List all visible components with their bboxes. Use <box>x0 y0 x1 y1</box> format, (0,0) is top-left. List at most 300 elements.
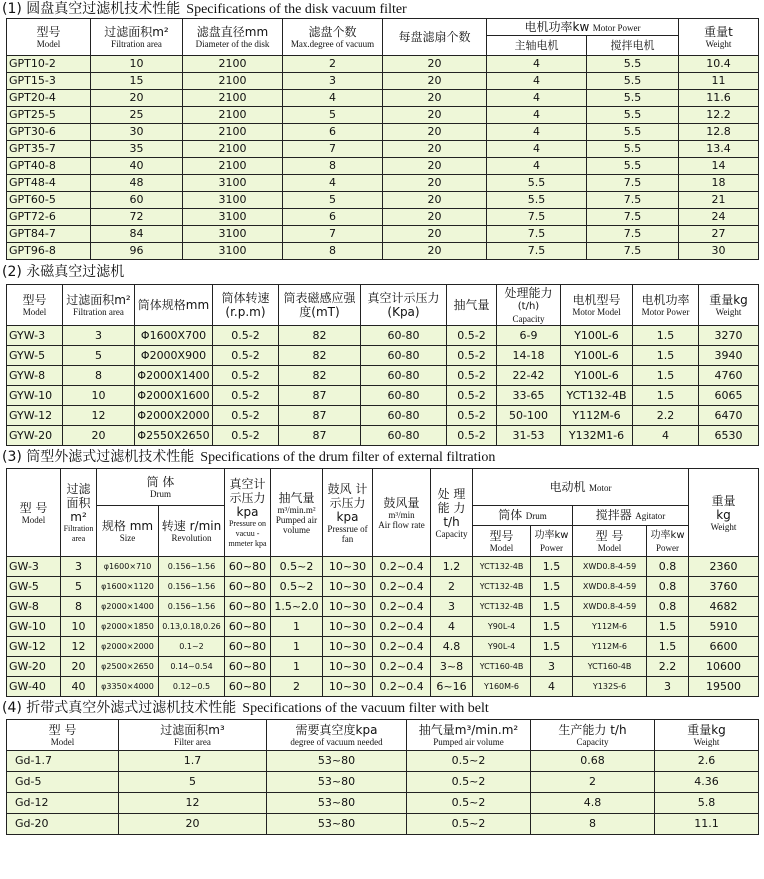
table-cell: GYW-8 <box>7 366 63 386</box>
drum-filter-rows <box>7 557 759 697</box>
table-row <box>7 141 759 158</box>
table-cell: YCT160-4B <box>573 657 647 677</box>
table-cell: GPT20-4 <box>7 90 91 107</box>
table-cell: Y90L-4 <box>473 637 531 657</box>
table-cell: GPT10-2 <box>7 56 91 73</box>
table-cell: 0.68 <box>531 751 655 772</box>
table-row <box>7 107 759 124</box>
table-cell: 4 <box>431 617 473 637</box>
table-cell: 0.14~0.54 <box>159 657 225 677</box>
table-cell: 11.1 <box>655 814 759 835</box>
table-row <box>7 677 759 697</box>
table-cell: YCT132-4B <box>473 577 531 597</box>
table-cell: 5.5 <box>587 56 679 73</box>
section-4-title: (4) 折带式真空外滤式过滤机技术性能 Specifications of the vacuum filter with belt <box>2 700 489 716</box>
table-cell: 50-100 <box>497 406 561 426</box>
table-cell: 5.8 <box>655 793 759 814</box>
table-cell: 20 <box>383 175 487 192</box>
table-cell: 0.5-2 <box>213 426 279 446</box>
table-cell: 20 <box>383 158 487 175</box>
table-cell: GW-10 <box>7 617 61 637</box>
table-cell: GW-20 <box>7 657 61 677</box>
table-row <box>7 386 759 406</box>
table-row <box>7 814 759 835</box>
table-cell: 53~80 <box>267 793 407 814</box>
table-cell: 6-9 <box>497 326 561 346</box>
table-cell: 4 <box>487 56 587 73</box>
table-cell: 10~30 <box>323 617 373 637</box>
table-cell: 5.5 <box>587 90 679 107</box>
table-cell: φ3350×4000 <box>97 677 159 697</box>
table-cell: 10 <box>91 56 183 73</box>
table-cell: Φ2000X2000 <box>135 406 213 426</box>
table-cell: 4 <box>487 158 587 175</box>
table-cell: 22-42 <box>497 366 561 386</box>
table-cell: YCT132-4B <box>473 557 531 577</box>
table-cell: 14 <box>679 158 759 175</box>
header-row: 型 号 Model 过滤 面积 m² Filtration area 筒 体 Drum 真空计 示压力 kpa Pressure on vacuu -mmeter kpa 抽气量 m³/min.m² Pumped air volume 鼓风 计 示压力 kpa Pressrue of fan 鼓风量 m³/min Air flow rate 处 理 能 力 t/h Capacity 电动机 Motor 重量 kg Weight <box>7 469 759 506</box>
table-cell: 19500 <box>689 677 759 697</box>
table-cell: 1 <box>271 637 323 657</box>
table-cell: Φ1600X700 <box>135 326 213 346</box>
table-cell: 40 <box>61 677 97 697</box>
table-cell: GPT96-8 <box>7 243 91 260</box>
table-cell: XWD0.8-4-59 <box>573 577 647 597</box>
table-cell: 4 <box>633 426 699 446</box>
table-cell: 60~80 <box>225 597 271 617</box>
drum-filter-table: 型 号 Model 过滤 面积 m² Filtration area 筒 体 Drum 真空计 示压力 kpa Pressure on vacuu -mmeter kpa 抽气量 m³/min.m² Pumped air volume 鼓风 计 示压力 kpa Pressrue of fan 鼓风量 m³/min Air flow rate 处 理 能 力 t/h Capacity 电动机 Motor 重量 kg Weight 规格 mm Size 转速 r/min Revolution 筒体 Drum 搅拌器 Agitator 型号 Model 功率kw Power 型 号 Model 功率kw Power GW-3 3 φ1600×710 0.156~1.56 60~80 0.5~2 10~30 0.2~0.4 1.2 YCT132-4B 1.5 XWD0.8-4-59 0.8 2360 GW-5 5 φ1600×1120 0.156~1.56 60~80 0.5~2 10~30 0.2~0.4 2 YCT132-4B 1.5 XWD0.8-4-59 0.8 3760 GW-8 8 φ2000×1400 0.156~1.56 60~80 1.5~2.0 10~30 0.2~0.4 3 YCT132-4B 1.5 XWD0.8-4-59 0.8 4682 GW-10 10 φ2000×1850 0.13,0.18,0.26 60~80 1 10~30 0.2~0.4 4 Y90L-4 1.5 Y112M-6 1.5 5910 GW-12 12 φ2000×2000 0.1~2 60~80 1 10~30 0.2~0.4 4.8 Y90L-4 1.5 Y112M-6 1.5 6600 GW-20 20 φ2500×2650 0.14~0.54 60~80 1 10~30 0.2~0.4 3~8 YCT160-4B 3 YCT160-4B 2.2 10600 GW-40 40 φ3350×4000 0.12~0.5 60~80 2 10~30 0.2~0.4 6~16 Y160M-6 4 Y132S-6 3 19500 <box>6 468 759 697</box>
table-cell: Φ2000X900 <box>135 346 213 366</box>
table-cell: 20 <box>61 657 97 677</box>
table-cell: 5.5 <box>587 107 679 124</box>
table-cell: 4.8 <box>531 793 655 814</box>
table-row <box>7 617 759 637</box>
table-cell: 12.8 <box>679 124 759 141</box>
table-cell: 2 <box>283 56 383 73</box>
table-cell: Y112M-6 <box>573 617 647 637</box>
table-row <box>7 426 759 446</box>
table-cell: 0.5-2 <box>447 346 497 366</box>
table-cell: 3 <box>283 73 383 90</box>
table-cell: 87 <box>279 386 361 406</box>
table-cell: 18 <box>679 175 759 192</box>
table-cell: 6470 <box>699 406 759 426</box>
table-cell: 0.5-2 <box>447 426 497 446</box>
table-cell: GYW-12 <box>7 406 63 426</box>
table-cell: φ2000×1400 <box>97 597 159 617</box>
table-cell: 82 <box>279 366 361 386</box>
table-cell: 7.5 <box>487 243 587 260</box>
table-cell: 60-80 <box>361 406 447 426</box>
table-cell: 20 <box>383 192 487 209</box>
table-cell: 60~80 <box>225 677 271 697</box>
table-row <box>7 158 759 175</box>
table-cell: 10~30 <box>323 637 373 657</box>
table-cell: 1.5 <box>633 326 699 346</box>
table-cell: 20 <box>383 56 487 73</box>
table-cell: 0.2~0.4 <box>373 597 431 617</box>
magnetic-filter-table <box>6 284 759 446</box>
table-cell: Y160M-6 <box>473 677 531 697</box>
table-cell: 8 <box>61 597 97 617</box>
table-cell: 12 <box>119 793 267 814</box>
table-cell: 11 <box>679 73 759 90</box>
table-cell: YCT132-4B <box>561 386 633 406</box>
table-row <box>7 56 759 73</box>
table-cell: 5 <box>119 772 267 793</box>
table-cell: Y100L-6 <box>561 366 633 386</box>
table-cell: 3940 <box>699 346 759 366</box>
table-cell: 10.4 <box>679 56 759 73</box>
table-cell: 3 <box>61 557 97 577</box>
table-row <box>7 577 759 597</box>
table-cell: GW-12 <box>7 637 61 657</box>
table-cell: 0.5-2 <box>213 366 279 386</box>
table-cell: 6530 <box>699 426 759 446</box>
section-1-title: (1) 圆盘真空过滤机技术性能 Specifications of the disk vacuum filter <box>2 1 407 17</box>
table-cell: 20 <box>383 141 487 158</box>
table-cell: 5910 <box>689 617 759 637</box>
table-cell: 5.5 <box>587 124 679 141</box>
table-cell: 0.5-2 <box>213 406 279 426</box>
table-cell: 5.5 <box>487 175 587 192</box>
table-cell: 2100 <box>183 90 283 107</box>
table-cell: Gd-5 <box>7 772 119 793</box>
table-cell: 2.2 <box>633 406 699 426</box>
table-cell: 60-80 <box>361 366 447 386</box>
table-cell: Y132S-6 <box>573 677 647 697</box>
table-cell: 25 <box>91 107 183 124</box>
table-cell: 7.5 <box>587 192 679 209</box>
table-cell: GPT60-5 <box>7 192 91 209</box>
table-cell: 87 <box>279 406 361 426</box>
table-cell: 20 <box>383 107 487 124</box>
table-cell: 60~80 <box>225 577 271 597</box>
table-cell: GPT15-3 <box>7 73 91 90</box>
table-cell: 0.5~2 <box>271 557 323 577</box>
table-cell: 7.5 <box>587 175 679 192</box>
table-cell: 82 <box>279 346 361 366</box>
table-cell: 31-53 <box>497 426 561 446</box>
table-cell: 1 <box>271 657 323 677</box>
table-cell: 0.2~0.4 <box>373 577 431 597</box>
table-cell: GPT72-6 <box>7 209 91 226</box>
table-cell: GPT25-5 <box>7 107 91 124</box>
table-cell: 2100 <box>183 107 283 124</box>
table-row <box>7 557 759 577</box>
table-cell: φ1600×1120 <box>97 577 159 597</box>
disk-filter-rows <box>7 56 759 260</box>
table-cell: 0.5-2 <box>447 366 497 386</box>
table-cell: 7.5 <box>587 243 679 260</box>
table-cell: GPT48-4 <box>7 175 91 192</box>
table-cell: 10~30 <box>323 597 373 617</box>
table-cell: 53~80 <box>267 772 407 793</box>
table-cell: 5 <box>283 107 383 124</box>
table-cell: 30 <box>679 243 759 260</box>
table-cell: 20 <box>119 814 267 835</box>
table-cell: 5.5 <box>587 141 679 158</box>
table-row <box>7 597 759 617</box>
table-cell: 60~80 <box>225 637 271 657</box>
table-cell: 60-80 <box>361 426 447 446</box>
table-cell: 82 <box>279 326 361 346</box>
table-cell: 20 <box>383 73 487 90</box>
table-cell: Gd-20 <box>7 814 119 835</box>
table-cell: 0.5~2 <box>407 751 531 772</box>
table-cell: 7.5 <box>587 209 679 226</box>
table-row <box>7 175 759 192</box>
table-cell: 4 <box>487 124 587 141</box>
table-row <box>7 326 759 346</box>
table-cell: 2 <box>431 577 473 597</box>
table-cell: 20 <box>383 90 487 107</box>
table-cell: GYW-20 <box>7 426 63 446</box>
table-cell: XWD0.8-4-59 <box>573 597 647 617</box>
table-cell: 2100 <box>183 56 283 73</box>
table-cell: 1.5 <box>531 577 573 597</box>
table-cell: 10~30 <box>323 577 373 597</box>
table-cell: 72 <box>91 209 183 226</box>
table-cell: YCT132-4B <box>473 597 531 617</box>
table-cell: 0.156~1.56 <box>159 557 225 577</box>
table-row <box>7 657 759 677</box>
table-cell: 3100 <box>183 175 283 192</box>
table-cell: 7.5 <box>587 226 679 243</box>
table-cell: Y100L-6 <box>561 346 633 366</box>
table-cell: 4682 <box>689 597 759 617</box>
table-cell: 8 <box>283 243 383 260</box>
table-cell: 0.5~2 <box>407 793 531 814</box>
table-row <box>7 772 759 793</box>
table-cell: 0.5-2 <box>213 346 279 366</box>
table-cell: 10 <box>63 386 135 406</box>
table-cell: 7 <box>283 141 383 158</box>
table-cell: 53~80 <box>267 751 407 772</box>
table-cell: φ1600×710 <box>97 557 159 577</box>
table-row <box>7 751 759 772</box>
table-cell: 15 <box>91 73 183 90</box>
table-cell: 5.5 <box>587 158 679 175</box>
table-cell: Y100L-6 <box>561 326 633 346</box>
table-row <box>7 226 759 243</box>
table-cell: 0.5-2 <box>213 326 279 346</box>
table-cell: GW-3 <box>7 557 61 577</box>
table-cell: 5 <box>61 577 97 597</box>
table-cell: 20 <box>383 226 487 243</box>
table-cell: 4 <box>531 677 573 697</box>
table-cell: 4 <box>283 90 383 107</box>
table-cell: 0.156~1.56 <box>159 577 225 597</box>
table-cell: 40 <box>91 158 183 175</box>
table-row <box>7 73 759 90</box>
table-cell: 1.5 <box>633 386 699 406</box>
belt-filter-rows <box>7 751 759 835</box>
table-cell: 5 <box>63 346 135 366</box>
header-row: 型号 Model 过滤面积m² Filtration area 滤盘直径mm Diameter of the disk 滤盘个数 Max.degree of vacuum 每盘滤扇个数 电机功率kw Motor Power 重量t Weight <box>7 19 759 36</box>
table-cell: 0.2~0.4 <box>373 617 431 637</box>
table-cell: 1.2 <box>431 557 473 577</box>
table-cell: 60~80 <box>225 617 271 637</box>
table-cell: 4.8 <box>431 637 473 657</box>
table-cell: 6~16 <box>431 677 473 697</box>
table-cell: Φ2000X1400 <box>135 366 213 386</box>
magnetic-filter-rows <box>7 326 759 446</box>
table-cell: 3100 <box>183 243 283 260</box>
table-cell: 10600 <box>689 657 759 677</box>
table-cell: 8 <box>283 158 383 175</box>
table-cell: 5 <box>283 192 383 209</box>
table-cell: 12.2 <box>679 107 759 124</box>
table-cell: 1.5 <box>531 597 573 617</box>
table-cell: 87 <box>279 426 361 446</box>
table-cell: 53~80 <box>267 814 407 835</box>
table-cell: 4 <box>283 175 383 192</box>
table-cell: 20 <box>91 90 183 107</box>
disk-filter-table: 型号 Model 过滤面积m² Filtration area 滤盘直径mm Diameter of the disk 滤盘个数 Max.degree of vacuum 每盘滤扇个数 电机功率kw Motor Power 重量t Weight 主轴电机 搅拌电机 GPT10-2 10 2100 2 20 4 5.5 10.4 GPT15-3 15 2100 3 20 4 5.5 11 GPT20-4 20 2100 4 20 4 5.5 11.6 GPT25-5 25 2100 5 20 4 5.5 12.2 GPT30-6 30 2100 6 20 4 5.5 12.8 GPT35-7 35 2100 7 20 4 5.5 13.4 GPT40-8 40 2100 8 20 4 5.5 14 GPT48-4 48 3100 4 20 5.5 7.5 18 GPT60-5 60 3100 5 20 5.5 7.5 21 GPT72-6 72 3100 6 20 7.5 7.5 24 GPT84-7 84 3100 7 20 7.5 7.5 27 GPT96-8 96 3100 8 20 7.5 7.5 30 <box>6 18 759 260</box>
table-cell: 24 <box>679 209 759 226</box>
table-cell: 3760 <box>689 577 759 597</box>
table-cell: 10 <box>61 617 97 637</box>
table-cell: 5.5 <box>587 73 679 90</box>
table-row <box>7 243 759 260</box>
table-cell: 4760 <box>699 366 759 386</box>
table-cell: GYW-5 <box>7 346 63 366</box>
table-cell: 0.8 <box>647 577 689 597</box>
table-cell: 96 <box>91 243 183 260</box>
table-cell: 2100 <box>183 141 283 158</box>
table-cell: 6065 <box>699 386 759 406</box>
table-cell: φ2000×2000 <box>97 637 159 657</box>
table-cell: 0.1~2 <box>159 637 225 657</box>
table-cell: 20 <box>63 426 135 446</box>
table-cell: 0.5-2 <box>447 386 497 406</box>
table-cell: 3100 <box>183 209 283 226</box>
table-cell: 0.5-2 <box>213 386 279 406</box>
table-cell: Y112M-6 <box>573 637 647 657</box>
table-cell: 60-80 <box>361 386 447 406</box>
table-row <box>7 366 759 386</box>
table-cell: 0.13,0.18,0.26 <box>159 617 225 637</box>
table-cell: GW-8 <box>7 597 61 617</box>
table-cell: 4.36 <box>655 772 759 793</box>
table-cell: 7.5 <box>487 209 587 226</box>
section-3-title: (3) 筒型外滤式过滤机技术性能 Specifications of the drum filter of external filtration <box>2 449 496 465</box>
table-cell: GW-40 <box>7 677 61 697</box>
table-cell: 6 <box>283 124 383 141</box>
table-cell: YCT160-4B <box>473 657 531 677</box>
table-cell: Y132M1-6 <box>561 426 633 446</box>
table-cell: 0.12~0.5 <box>159 677 225 697</box>
table-cell: 5.5 <box>487 192 587 209</box>
belt-filter-table <box>6 719 759 835</box>
table-cell: 4 <box>487 141 587 158</box>
table-cell: 21 <box>679 192 759 209</box>
table-cell: 3100 <box>183 226 283 243</box>
table-row <box>7 793 759 814</box>
table-cell: 3 <box>63 326 135 346</box>
table-row <box>7 346 759 366</box>
table-cell: 1.5 <box>633 366 699 386</box>
table-cell: 2100 <box>183 124 283 141</box>
table-cell: 1.7 <box>119 751 267 772</box>
table-cell: 1.5 <box>647 637 689 657</box>
table-cell: 2 <box>271 677 323 697</box>
table-cell: 2.6 <box>655 751 759 772</box>
table-cell: φ2000×1850 <box>97 617 159 637</box>
table-cell: 0.2~0.4 <box>373 557 431 577</box>
table-cell: 0.2~0.4 <box>373 657 431 677</box>
table-cell: 1.5 <box>531 617 573 637</box>
table-cell: GW-5 <box>7 577 61 597</box>
table-row <box>7 406 759 426</box>
table-cell: 20 <box>383 209 487 226</box>
table-cell: 2360 <box>689 557 759 577</box>
table-cell: 33-65 <box>497 386 561 406</box>
table-cell: 7 <box>283 226 383 243</box>
table-cell: 6600 <box>689 637 759 657</box>
table-cell: 1.5~2.0 <box>271 597 323 617</box>
table-cell: 7.5 <box>487 226 587 243</box>
table-cell: 14-18 <box>497 346 561 366</box>
table-cell: 60 <box>91 192 183 209</box>
table-cell: GYW-10 <box>7 386 63 406</box>
table-row <box>7 209 759 226</box>
table-cell: 11.6 <box>679 90 759 107</box>
table-cell: 27 <box>679 226 759 243</box>
table-cell: φ2500×2650 <box>97 657 159 677</box>
table-cell: 60-80 <box>361 346 447 366</box>
table-cell: 60~80 <box>225 557 271 577</box>
table-cell: 3270 <box>699 326 759 346</box>
table-cell: 4 <box>487 73 587 90</box>
table-cell: 2100 <box>183 73 283 90</box>
table-cell: 4 <box>487 90 587 107</box>
table-row <box>7 637 759 657</box>
table-row <box>7 124 759 141</box>
table-cell: 0.2~0.4 <box>373 677 431 697</box>
table-cell: 2100 <box>183 158 283 175</box>
table-cell: 6 <box>283 209 383 226</box>
table-cell: 13.4 <box>679 141 759 158</box>
table-cell: 0.8 <box>647 597 689 617</box>
table-cell: 1.5 <box>531 637 573 657</box>
table-cell: Gd-12 <box>7 793 119 814</box>
table-cell: 60~80 <box>225 657 271 677</box>
table-cell: 2 <box>531 772 655 793</box>
section-2-title: (2) 永磁真空过滤机 <box>2 264 125 280</box>
table-cell: 12 <box>63 406 135 426</box>
table-cell: 1.5 <box>647 617 689 637</box>
table-cell: 4 <box>487 107 587 124</box>
header-row: 型号 Model 过滤面积m² Filtration area 筒体规格mm 筒体转速 (r.p.m) 筒表磁感应强 度(mT) 真空计示压力 (Kpa) 抽气量 处理能力 (t/h) Capacity 电机型号 Motor Model 电机功率 Motor Power 重量kg Weight <box>7 285 759 326</box>
table-cell: GPT84-7 <box>7 226 91 243</box>
table-cell: 30 <box>91 124 183 141</box>
table-cell: 0.5~2 <box>271 577 323 597</box>
table-cell: 12 <box>61 637 97 657</box>
table-cell: 2.2 <box>647 657 689 677</box>
table-cell: 0.8 <box>647 557 689 577</box>
table-cell: 1.5 <box>531 557 573 577</box>
table-cell: XWD0.8-4-59 <box>573 557 647 577</box>
table-cell: Y112M-6 <box>561 406 633 426</box>
table-cell: 3 <box>647 677 689 697</box>
table-cell: Y90L-4 <box>473 617 531 637</box>
table-cell: 35 <box>91 141 183 158</box>
table-row <box>7 90 759 107</box>
table-cell: Φ2550X2650 <box>135 426 213 446</box>
table-cell: 8 <box>531 814 655 835</box>
